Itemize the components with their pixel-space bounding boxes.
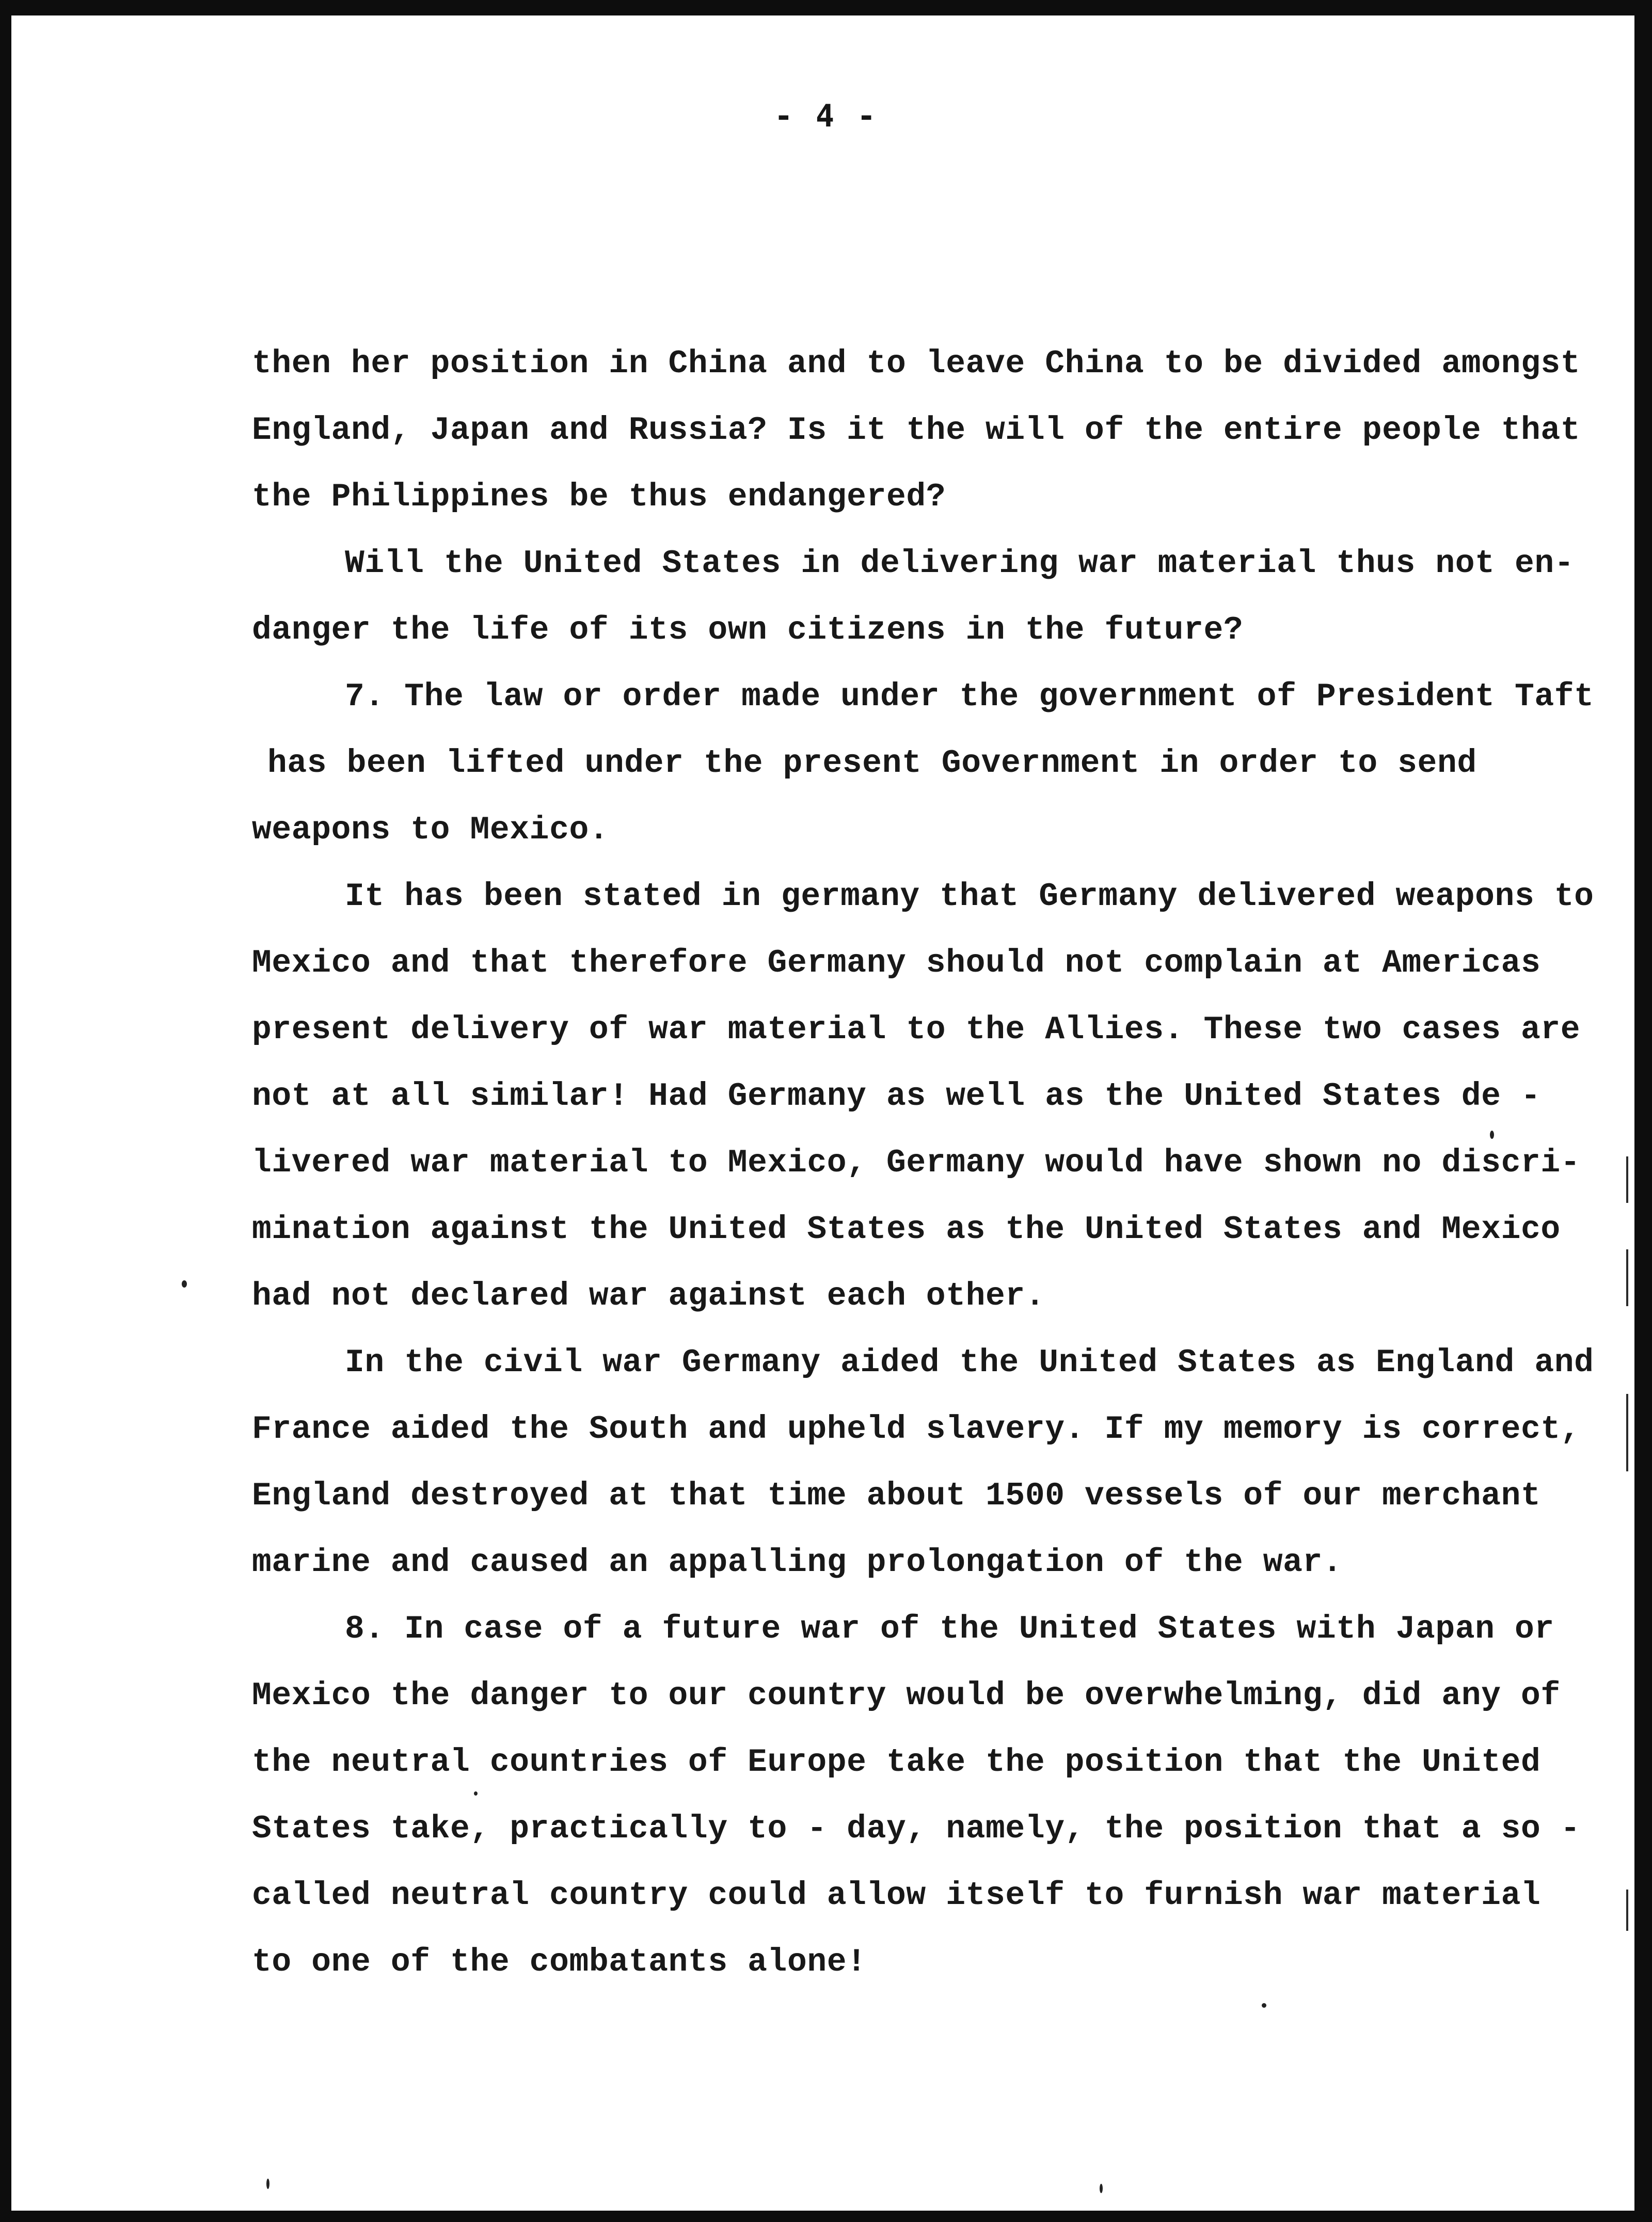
- scan-speck: [1262, 2003, 1266, 2008]
- text-line: Mexico and that therefore Germany should not complain at Americas: [252, 945, 1541, 981]
- text-line: marine and caused an appalling prolongation of the war.: [252, 1544, 1343, 1581]
- paragraph-start-line: In the civil war Germany aided the United States as England and: [345, 1344, 1594, 1381]
- paragraph-start-line: It has been stated in germany that Germany delivered weapons to: [345, 878, 1594, 915]
- paragraph-start-line: 7. The law or order made under the government of President Taft: [345, 678, 1594, 715]
- scan-border-left: [0, 0, 11, 2222]
- text-line: to one of the combatants alone!: [252, 1944, 867, 1980]
- scan-border-top: [0, 0, 1652, 15]
- text-line: has been lifted under the present Government in order to send: [267, 745, 1477, 782]
- text-line: mination against the United States as the United States and Mexico: [252, 1211, 1561, 1248]
- scan-speck: [1100, 2184, 1103, 2193]
- scan-edge-mark: [1626, 1394, 1628, 1471]
- scan-speck: [1490, 1131, 1494, 1139]
- text-line: France aided the South and upheld slavery. If my memory is correct,: [252, 1411, 1581, 1448]
- scan-speck: [182, 1280, 187, 1288]
- scan-edge-mark: [1626, 1156, 1628, 1203]
- text-line: then her position in China and to leave China to be divided amongst: [252, 345, 1581, 382]
- scan-border-bottom: [0, 2211, 1652, 2222]
- text-line: called neutral country could allow itself to furnish war material: [252, 1877, 1541, 1914]
- text-line: danger the life of its own citizens in the future?: [252, 612, 1244, 648]
- text-line: the Philippines be thus endangered?: [252, 479, 946, 515]
- paragraph-start-line: Will the United States in delivering war material thus not en-: [345, 545, 1575, 582]
- text-line: weapons to Mexico.: [252, 812, 609, 848]
- text-line: had not declared war against each other.: [252, 1278, 1045, 1314]
- scan-edge-mark: [1626, 1890, 1628, 1931]
- text-line: Mexico the danger to our country would be overwhelming, did any of: [252, 1677, 1561, 1714]
- text-line: England, Japan and Russia? Is it the will of the entire people that: [252, 412, 1581, 449]
- page-number: - 4 -: [774, 98, 878, 134]
- text-line: the neutral countries of Europe take the position that the United: [252, 1744, 1541, 1781]
- text-line: livered war material to Mexico, Germany would have shown no discri-: [252, 1145, 1581, 1181]
- paragraph-start-line: 8. In case of a future war of the United States with Japan or: [345, 1611, 1554, 1647]
- scan-speck: [266, 2179, 269, 2189]
- text-line: present delivery of war material to the Allies. These two cases are: [252, 1011, 1581, 1048]
- scan-speck: [474, 1791, 478, 1796]
- letter-body: [252, 330, 1594, 1995]
- text-line: States take, practically to - day, namely, the position that a so -: [252, 1811, 1581, 1847]
- scan-edge-mark: [1626, 1249, 1628, 1306]
- text-line: England destroyed at that time about 1500 vessels of our merchant: [252, 1478, 1541, 1514]
- scan-border-right: [1634, 0, 1652, 2222]
- text-line: not at all similar! Had Germany as well as the United States de -: [252, 1078, 1541, 1115]
